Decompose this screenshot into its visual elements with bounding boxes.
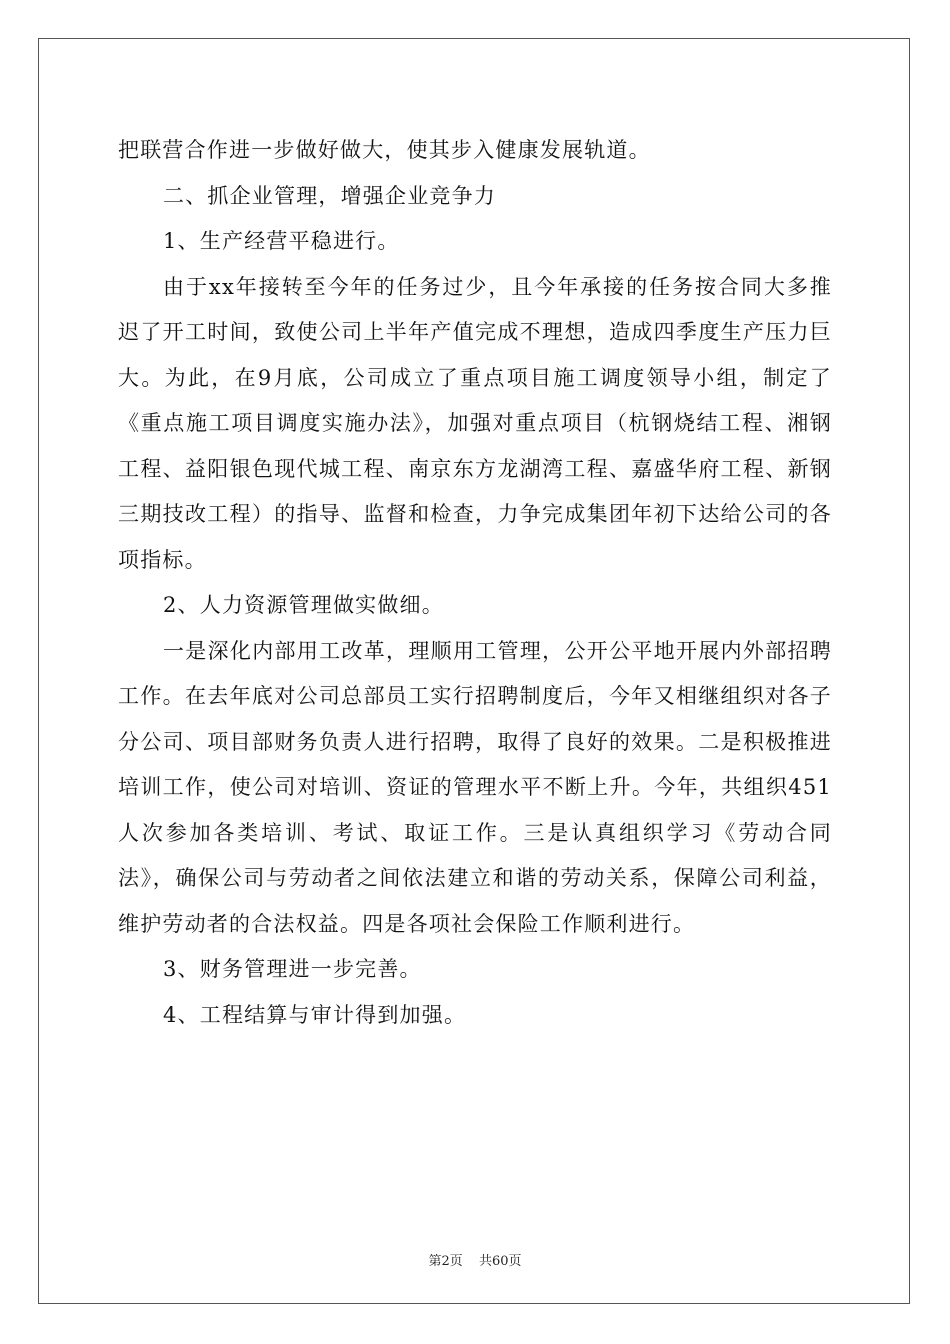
total-pages: 共60页 [478, 1254, 522, 1269]
subheading-audit: 4、工程结算与审计得到加强。 [163, 1002, 467, 1027]
section-heading: 二、抓企业管理，增强企业竞争力 [163, 183, 496, 208]
subheading-finance: 3、财务管理进一步完善。 [163, 957, 422, 981]
paragraph-continuation: 把联营合作进一步做好做大，使其步入健康发展轨道。 [118, 138, 651, 162]
paragraph-hr: 一是深化内部用工改革，理顺用工管理，公开公平地开展内外部招聘工作。在去年底对公司总部员工实行招聘制度后，今年又相继组织对各子分公司、项目部财务负责人进行招聘，取得了良好的效果。二是积极推进培训工作，使公司对培训、资证的管理水平不断上升。今年，共组织451人次参加各类培训、考试、取证工作。三是认真组织学习《劳动合同法》，确保公司与劳动者之间依法建立和谐的劳动关系，保障公司利益，维护劳动者的合法权益。四是各项社会保险工作顺利进行。 [118, 638, 832, 936]
document-body [118, 128, 832, 1038]
page-footer [0, 1250, 950, 1269]
page-number: 第2页 [428, 1254, 463, 1269]
subheading-hr: 2、人力资源管理做实做细。 [163, 593, 444, 617]
subheading-production: 1、生产经营平稳进行。 [163, 229, 400, 253]
paragraph-production: 由于xx年接转至今年的任务过少，且今年承接的任务按合同大多推迟了开工时间，致使公司上半年产值完成不理想，造成四季度生产压力巨大。为此，在9月底，公司成立了重点项目施工调度领导小组，制定了《重点施工项目调度实施办法》，加强对重点项目（杭钢烧结工程、湘钢工程、益阳银色现代城工程、南京东方龙湖湾工程、嘉盛华府工程、新钢三期技改工程）的指导、监督和检查，力争完成集团年初下达给公司的各项指标。 [118, 274, 832, 572]
